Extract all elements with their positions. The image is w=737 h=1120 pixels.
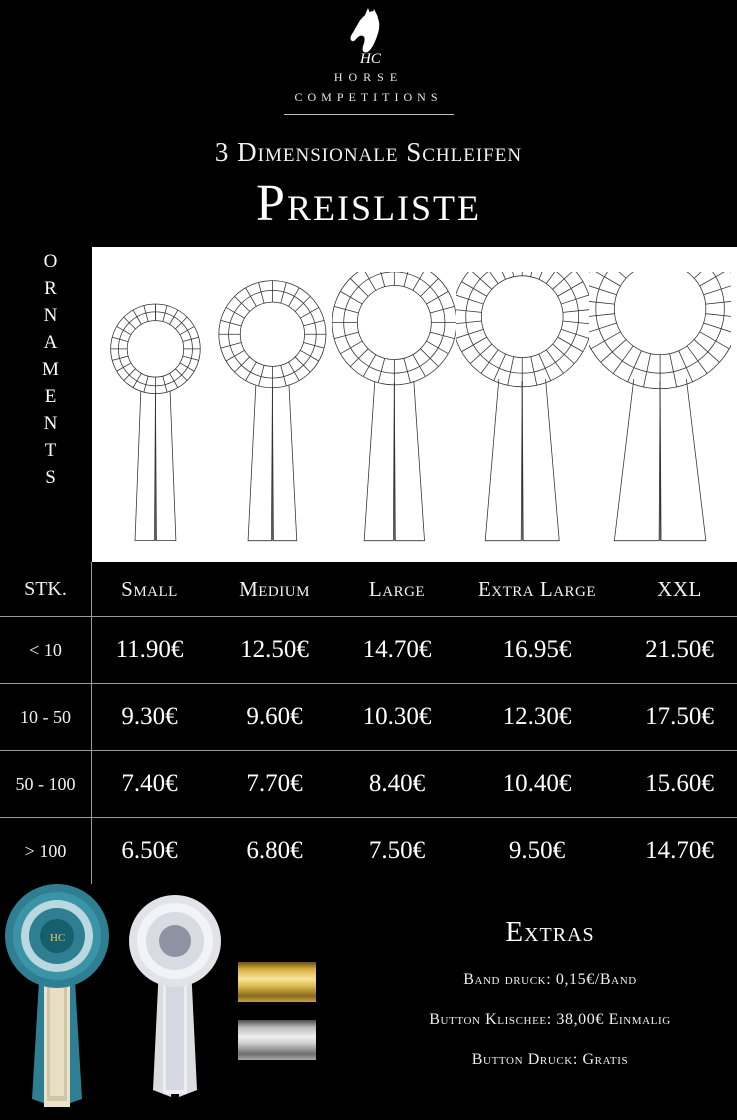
ornaments-vertical-label [32, 248, 70, 491]
row-label-qty: > 100 [0, 818, 92, 884]
rosette-photo-teal [2, 884, 112, 1114]
extras-item: Button Druck: Gratis [471, 1051, 629, 1068]
column-header-large: Large [368, 576, 426, 601]
extras-title: Extras [505, 916, 595, 948]
ornaments-letter: S [45, 467, 57, 488]
silver-foil-swatch [238, 1020, 316, 1060]
column-header-xxl: XXL [657, 576, 702, 601]
price-cell: 17.50€ [645, 703, 714, 730]
table-row [0, 818, 737, 884]
ornaments-letter: E [44, 386, 58, 407]
rosette-drawing-medium [213, 272, 332, 562]
ornaments-letter: T [44, 440, 58, 461]
table-corner-label: STK. [0, 562, 92, 616]
brand-line-1: HORSE [333, 70, 404, 84]
price-cell: 15.60€ [645, 770, 714, 797]
ornaments-letter: O [43, 251, 59, 272]
extras-item: Band druck: 0,15€/Band [463, 971, 637, 988]
price-cell: 14.70€ [645, 837, 714, 864]
price-cell: 10.40€ [502, 770, 572, 797]
rosette-photo-white [125, 894, 225, 1109]
ornaments-letter: N [43, 413, 59, 434]
price-cell: 9.50€ [508, 837, 566, 864]
rosette-drawing-extra-large [456, 272, 588, 562]
rosette-drawing-large [332, 272, 457, 562]
page-title: Preisliste [256, 175, 481, 232]
price-cell: 9.60€ [246, 703, 303, 730]
ornaments-letter: N [43, 305, 59, 326]
price-cell: 7.40€ [121, 770, 178, 797]
price-cell: 12.30€ [502, 703, 572, 730]
gold-foil-swatch [238, 962, 316, 1002]
column-header-medium: Medium [239, 576, 310, 601]
price-cell: 10.30€ [362, 703, 432, 730]
price-cell: 9.30€ [121, 703, 178, 730]
price-cell: 12.50€ [240, 636, 309, 663]
price-cell: 6.50€ [121, 837, 178, 864]
price-cell: 11.90€ [115, 636, 184, 663]
brand-header [0, 0, 737, 115]
rosette-drawing-small [98, 272, 213, 562]
column-header-extra-large: Extra Large [477, 576, 597, 601]
price-cell: 16.95€ [502, 636, 572, 663]
brand-divider [284, 114, 454, 115]
svg-text:HC: HC [359, 51, 381, 67]
ornaments-letter: M [42, 359, 60, 380]
table-row [0, 751, 737, 818]
price-table [0, 562, 737, 884]
svg-text:HC: HC [50, 932, 66, 944]
rosette-drawing-xxl [589, 272, 731, 562]
bottom-section [0, 880, 737, 1120]
price-cell: 6.80€ [246, 837, 303, 864]
price-cell: 21.50€ [645, 636, 714, 663]
ornaments-letter: R [44, 278, 58, 299]
table-row [0, 617, 737, 684]
row-label-qty: 10 - 50 [0, 684, 92, 750]
table-header-row [0, 562, 737, 617]
price-cell: 14.70€ [362, 636, 432, 663]
rosette-illustration-panel [92, 247, 737, 562]
column-header-small: Small [121, 576, 178, 601]
extras-block [380, 916, 720, 1069]
rosette-row [92, 247, 737, 562]
price-cell: 7.70€ [246, 770, 303, 797]
page-subtitle: 3 Dimensionale Schleifen [214, 137, 523, 167]
row-label-qty: < 10 [0, 617, 92, 683]
extras-item: Button Klischee: 38,00€ Einmalig [429, 1011, 671, 1028]
horse-head-icon [338, 6, 400, 68]
price-cell: 8.40€ [368, 770, 426, 797]
table-row [0, 684, 737, 751]
brand-line-2: COMPETITIONS [294, 90, 443, 104]
ornaments-letter: A [43, 332, 59, 353]
price-cell: 7.50€ [368, 837, 426, 864]
row-label-qty: 50 - 100 [0, 751, 92, 817]
